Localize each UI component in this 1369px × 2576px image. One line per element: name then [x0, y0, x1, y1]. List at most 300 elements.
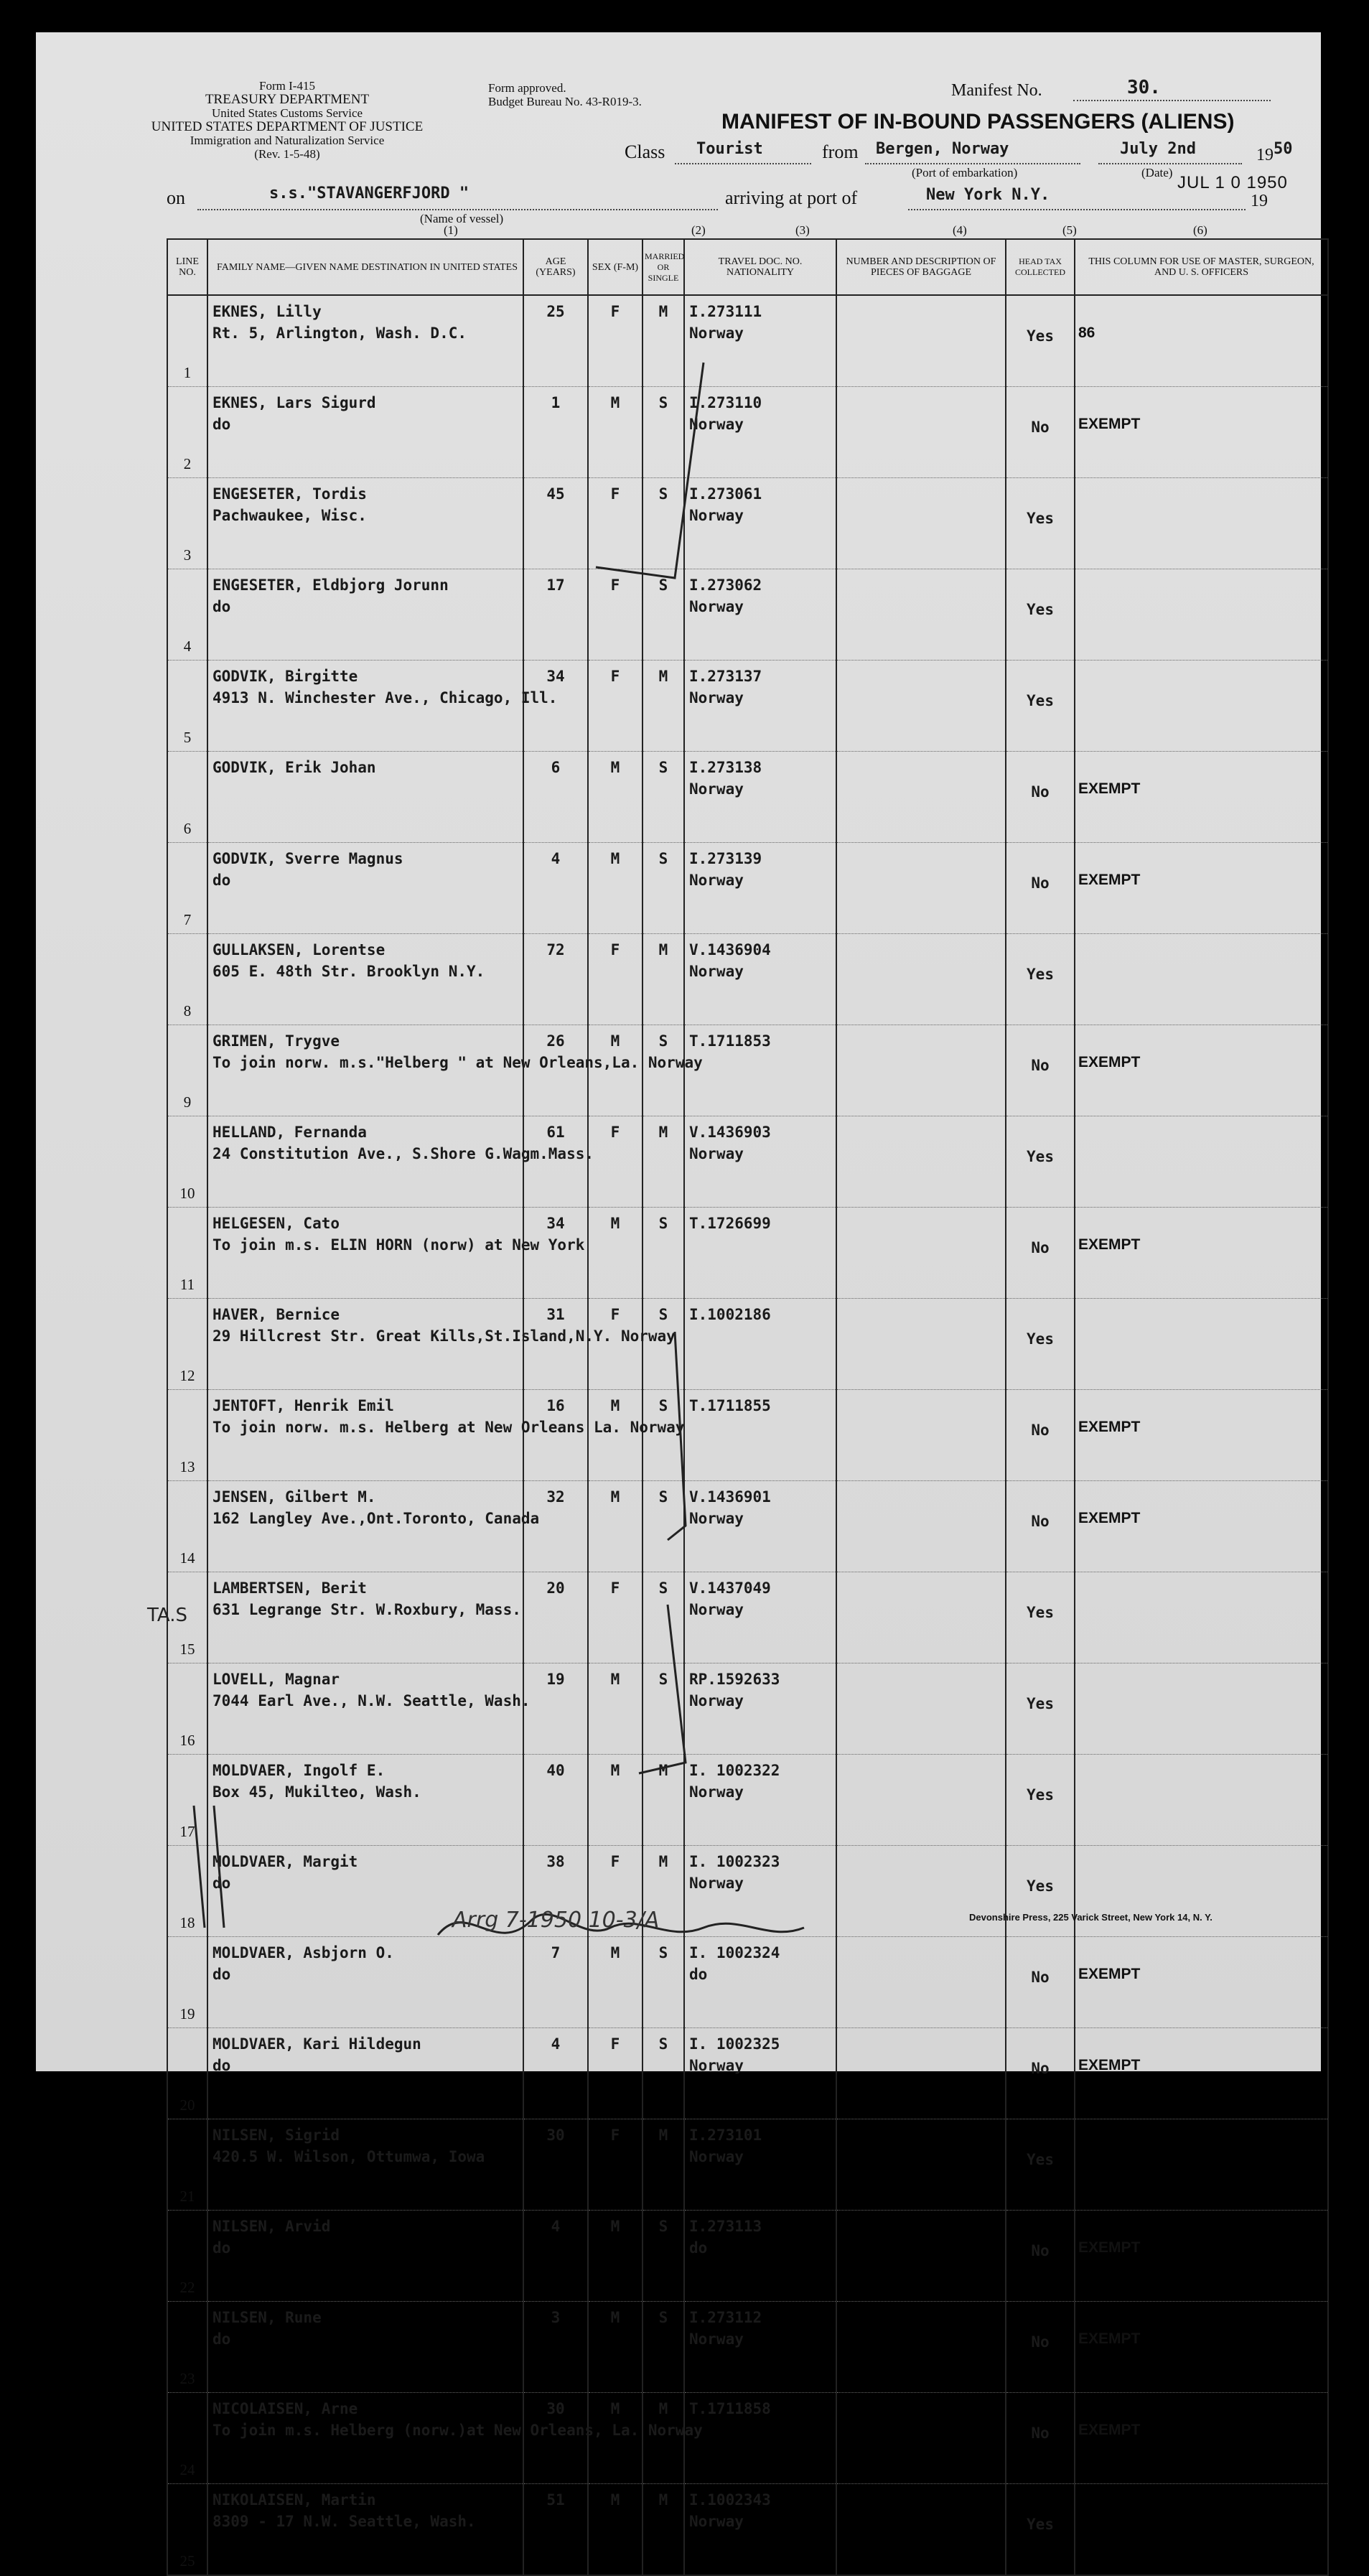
baggage: [836, 1663, 1006, 1755]
travel-doc-cell: [684, 934, 836, 1025]
nationality: Norway: [689, 2148, 744, 2165]
sex: F: [588, 934, 643, 1025]
sex: M: [588, 2211, 643, 2302]
col-num-4: (4): [953, 223, 967, 237]
line-no: 9: [167, 1025, 207, 1116]
on-label: on: [167, 187, 185, 208]
officer-note: EXEMPT: [1075, 1937, 1328, 2028]
travel-doc-no: I. 1002322: [689, 1762, 780, 1779]
customs-service: United States Customs Service: [211, 106, 363, 120]
table-row: [167, 569, 1328, 661]
head-tax: Yes: [1006, 1846, 1075, 1937]
nationality: do: [689, 1966, 708, 1983]
name-destination-cell: [207, 295, 523, 387]
passenger-name: GULLAKSEN, Lorentse: [212, 941, 386, 958]
passenger-name: JENTOFT, Henrik Emil: [212, 1397, 394, 1414]
col-num-3: (3): [795, 223, 810, 237]
sex: M: [588, 1390, 643, 1481]
destination: Box 45, Mukilteo, Wash.: [212, 1783, 421, 1801]
head-tax: No: [1006, 1208, 1075, 1299]
name-destination-cell: [207, 2302, 523, 2393]
head-tax: Yes: [1006, 1299, 1075, 1390]
head-tax: Yes: [1006, 1755, 1075, 1846]
from-label: from: [822, 141, 859, 162]
name-destination-cell: [207, 387, 523, 478]
table-row: [167, 1116, 1328, 1208]
baggage: [836, 2393, 1006, 2484]
table-row: [167, 1208, 1328, 1299]
destination: 631 Legrange Str. W.Roxbury, Mass.: [212, 1601, 521, 1618]
col-header-travel-doc: TRAVEL DOC. NO. NATIONALITY: [684, 239, 836, 295]
destination: do: [212, 872, 231, 889]
destination: do: [212, 1966, 231, 1983]
marital-status: M: [643, 2393, 684, 2484]
col-header-name: FAMILY NAME—GIVEN NAME DESTINATION IN UNITED STATES: [207, 239, 523, 295]
baggage: [836, 1390, 1006, 1481]
passenger-name: GODVIK, Birgitte: [212, 668, 358, 685]
nationality: Norway: [689, 872, 744, 889]
table-row: [167, 387, 1328, 478]
passenger-name: MOLDVAER, Kari Hildegun: [212, 2035, 421, 2053]
table-row: [167, 1299, 1328, 1390]
passenger-name: ENGESETER, Eldbjorg Jorunn: [212, 577, 449, 594]
nationality: Norway: [689, 1875, 744, 1892]
sex: M: [588, 1481, 643, 1572]
line-no: 2: [167, 387, 207, 478]
name-destination-cell: [207, 843, 523, 934]
age: 20: [523, 1572, 588, 1663]
passenger-name: LOVELL, Magnar: [212, 1671, 340, 1688]
nationality: Norway: [689, 963, 744, 980]
line-no: 10: [167, 1116, 207, 1208]
head-tax: No: [1006, 1481, 1075, 1572]
table-row: [167, 934, 1328, 1025]
head-tax: No: [1006, 2211, 1075, 2302]
travel-doc-no: T.1726699: [689, 1215, 771, 1232]
age: 40: [523, 1755, 588, 1846]
marital-status: S: [643, 1572, 684, 1663]
marital-status: S: [643, 569, 684, 661]
name-destination-cell: [207, 2028, 523, 2119]
line-no: 7: [167, 843, 207, 934]
officer-note: EXEMPT: [1075, 1208, 1328, 1299]
nationality: Norway: [689, 1783, 744, 1801]
officer-note: EXEMPT: [1075, 1025, 1328, 1116]
destination: 29 Hillcrest Str. Great Kills,St.Island,N.Y. Norway: [212, 1327, 676, 1345]
baggage: [836, 1481, 1006, 1572]
vessel-value: s.s."STAVANGERFJORD ": [269, 185, 469, 202]
sex: F: [588, 1846, 643, 1937]
name-destination-cell: [207, 2484, 523, 2576]
baggage: [836, 1208, 1006, 1299]
sex: M: [588, 1208, 643, 1299]
passenger-name: HAVER, Bernice: [212, 1306, 340, 1323]
line-no: 20: [167, 2028, 207, 2119]
from-value: Bergen, Norway: [876, 140, 1009, 158]
table-row: [167, 1663, 1328, 1755]
class-label: Class: [625, 141, 665, 162]
name-destination-cell: [207, 1572, 523, 1663]
destination: 24 Constitution Ave., S.Shore G.Wagm.Mass.: [212, 1145, 594, 1162]
marital-status: M: [643, 1755, 684, 1846]
line-no: 8: [167, 934, 207, 1025]
nationality: Norway: [689, 416, 744, 433]
sex: M: [588, 2302, 643, 2393]
officer-note: [1075, 1116, 1328, 1208]
travel-doc-cell: [684, 1663, 836, 1755]
destination: do: [212, 2057, 231, 2074]
destination: 162 Langley Ave.,Ont.Toronto, Canada: [212, 1510, 540, 1527]
nationality: Norway: [689, 598, 744, 615]
passenger-name: GODVIK, Erik Johan: [212, 759, 376, 776]
marital-status: S: [643, 2028, 684, 2119]
age: 72: [523, 934, 588, 1025]
baggage: [836, 752, 1006, 843]
officer-note: EXEMPT: [1075, 387, 1328, 478]
nationality: Norway: [689, 780, 744, 798]
travel-doc-cell: [684, 2211, 836, 2302]
officer-note: EXEMPT: [1075, 752, 1328, 843]
baggage: [836, 387, 1006, 478]
age: 4: [523, 843, 588, 934]
nationality: do: [689, 2239, 708, 2257]
age: 32: [523, 1481, 588, 1572]
passenger-name: NILSEN, Sigrid: [212, 2127, 340, 2144]
passenger-name: MOLDVAER, Ingolf E.: [212, 1762, 386, 1779]
year-prefix: 19: [1256, 146, 1274, 164]
sex: M: [588, 752, 643, 843]
passenger-name: NIKOLAISEN, Martin: [212, 2491, 376, 2509]
officer-note: EXEMPT: [1075, 843, 1328, 934]
marital-status: S: [643, 2302, 684, 2393]
arrival-port: New York N.Y.: [926, 186, 1050, 204]
sex: M: [588, 1937, 643, 2028]
head-tax: Yes: [1006, 1116, 1075, 1208]
baggage: [836, 1755, 1006, 1846]
travel-doc-no: I. 1002323: [689, 1853, 780, 1870]
travel-doc-cell: [684, 1481, 836, 1572]
travel-doc-cell: [684, 1299, 836, 1390]
passenger-table: [167, 238, 1329, 2576]
destination: 7044 Earl Ave., N.W. Seattle, Wash.: [212, 1692, 531, 1709]
passenger-name: NILSEN, Arvid: [212, 2218, 331, 2235]
passenger-name: GODVIK, Sverre Magnus: [212, 850, 403, 867]
col-num-1: (1): [444, 223, 458, 237]
class-value: Tourist: [696, 140, 763, 158]
destination: do: [212, 2239, 231, 2257]
passenger-name: HELGESEN, Cato: [212, 1215, 340, 1232]
sex: F: [588, 569, 643, 661]
table-row: [167, 478, 1328, 569]
passenger-name: GRIMEN, Trygve: [212, 1032, 340, 1050]
officer-note: [1075, 1572, 1328, 1663]
travel-doc-no: V.1437049: [689, 1579, 771, 1597]
table-row: [167, 2302, 1328, 2393]
passenger-name: EKNES, Lilly: [212, 303, 322, 320]
table-row: [167, 1481, 1328, 1572]
table-row: [167, 1755, 1328, 1846]
table-row: [167, 1572, 1328, 1663]
travel-doc-cell: [684, 1208, 836, 1299]
marital-status: S: [643, 1208, 684, 1299]
officer-note: EXEMPT: [1075, 2393, 1328, 2484]
travel-doc-no: T.1711858: [689, 2400, 771, 2417]
margin-note: TA.S: [147, 1605, 187, 1626]
justice-dept: UNITED STATES DEPARTMENT OF JUSTICE: [151, 119, 424, 134]
sex: F: [588, 1116, 643, 1208]
travel-doc-no: I.273113: [689, 2218, 762, 2235]
line-no: 15: [167, 1572, 207, 1663]
sex: M: [588, 2393, 643, 2484]
line-no: 18: [167, 1846, 207, 1937]
marital-status: M: [643, 295, 684, 387]
travel-doc-cell: [684, 661, 836, 752]
marital-status: S: [643, 1299, 684, 1390]
passenger-name: MOLDVAER, Margit: [212, 1853, 358, 1870]
destination: do: [212, 2330, 231, 2348]
head-tax: Yes: [1006, 1572, 1075, 1663]
col-header-officers: THIS COLUMN FOR USE OF MASTER, SURGEON, AND U. S. OFFICERS: [1075, 239, 1328, 295]
col-header-age: AGE (YEARS): [523, 239, 588, 295]
nationality: Norway: [689, 1692, 744, 1709]
nationality: Norway: [689, 1601, 744, 1618]
col-header-baggage: NUMBER AND DESCRIPTION OF PIECES OF BAGGAGE: [836, 239, 1006, 295]
baggage: [836, 2119, 1006, 2211]
line-no: 3: [167, 478, 207, 569]
marital-status: S: [643, 752, 684, 843]
arriving-label: arriving at port of: [725, 187, 858, 208]
baggage: [836, 1025, 1006, 1116]
name-destination-cell: [207, 934, 523, 1025]
passenger-name: LAMBERTSEN, Berit: [212, 1579, 367, 1597]
col-header-married: MARRIED OR SINGLE: [643, 239, 684, 295]
officer-note: EXEMPT: [1075, 1481, 1328, 1572]
sex: M: [588, 1663, 643, 1755]
col-header-head-tax: HEAD TAX COLLECTED: [1006, 239, 1075, 295]
travel-doc-no: I.1002186: [689, 1306, 771, 1323]
sex: M: [588, 1755, 643, 1846]
col-header-line: LINE NO.: [167, 239, 207, 295]
destination: 8309 - 17 N.W. Seattle, Wash.: [212, 2513, 476, 2530]
passenger-name: HELLAND, Fernanda: [212, 1124, 367, 1141]
travel-doc-cell: [684, 2484, 836, 2576]
sex: F: [588, 1299, 643, 1390]
marital-status: S: [643, 1663, 684, 1755]
baggage: [836, 1846, 1006, 1937]
officer-note: [1075, 661, 1328, 752]
officer-note: [1075, 569, 1328, 661]
col-header-sex: SEX (F-M): [588, 239, 643, 295]
line-no: 13: [167, 1390, 207, 1481]
destination: To join norw. m.s. Helberg at New Orleans La. Norway: [212, 1419, 685, 1436]
head-tax: Yes: [1006, 934, 1075, 1025]
travel-doc-cell: [684, 843, 836, 934]
head-tax: No: [1006, 752, 1075, 843]
line-no: 14: [167, 1481, 207, 1572]
age: 4: [523, 2028, 588, 2119]
baggage: [836, 661, 1006, 752]
marital-status: S: [643, 387, 684, 478]
age: 17: [523, 569, 588, 661]
line-no: 11: [167, 1208, 207, 1299]
officer-note: [1075, 478, 1328, 569]
travel-doc-cell: [684, 2119, 836, 2211]
printer-imprint: Devonshire Press, 225 Varick Street, New York 14, N. Y.: [969, 1912, 1213, 1923]
travel-doc-no: T.1711855: [689, 1397, 771, 1414]
head-tax: Yes: [1006, 569, 1075, 661]
sex: M: [588, 843, 643, 934]
line-no: 24: [167, 2393, 207, 2484]
travel-doc-no: I.273137: [689, 668, 762, 685]
travel-doc-no: I.273111: [689, 303, 762, 320]
travel-doc-cell: [684, 1846, 836, 1937]
travel-doc-cell: [684, 752, 836, 843]
name-destination-cell: [207, 1755, 523, 1846]
line-no: 21: [167, 2119, 207, 2211]
manifest-no-label: Manifest No.: [951, 81, 1042, 100]
baggage: [836, 2211, 1006, 2302]
age: 4: [523, 2211, 588, 2302]
marital-status: S: [643, 843, 684, 934]
table-row: [167, 2211, 1328, 2302]
baggage: [836, 934, 1006, 1025]
line-no: 19: [167, 1937, 207, 2028]
travel-doc-no: V.1436903: [689, 1124, 771, 1141]
baggage: [836, 478, 1006, 569]
destination: 4913 N. Winchester Ave., Chicago, Ill.: [212, 689, 558, 706]
nationality: Norway: [689, 325, 744, 342]
table-row: [167, 1937, 1328, 2028]
head-tax: No: [1006, 843, 1075, 934]
marital-status: M: [643, 1846, 684, 1937]
baggage: [836, 2028, 1006, 2119]
destination: Rt. 5, Arlington, Wash. D.C.: [212, 325, 467, 342]
sex: M: [588, 2484, 643, 2576]
port-caption: (Port of embarkation): [912, 166, 1018, 179]
travel-doc-cell: [684, 1116, 836, 1208]
officer-note: EXEMPT: [1075, 2211, 1328, 2302]
travel-doc-no: T.1711853: [689, 1032, 771, 1050]
table-row: [167, 1025, 1328, 1116]
handwritten-arrival-note: Arrg 7-1950 10-3/A: [452, 1908, 660, 1933]
destination: To join m.s. ELIN HORN (norw) at New York: [212, 1236, 585, 1254]
head-tax: No: [1006, 2028, 1075, 2119]
officer-note: EXEMPT: [1075, 2028, 1328, 2119]
line-no: 22: [167, 2211, 207, 2302]
travel-doc-no: I.273138: [689, 759, 762, 776]
head-tax: Yes: [1006, 1663, 1075, 1755]
travel-doc-cell: [684, 1025, 836, 1116]
head-tax: Yes: [1006, 478, 1075, 569]
age: 61: [523, 1116, 588, 1208]
manifest-page: [36, 32, 1321, 2570]
marital-status: M: [643, 2119, 684, 2211]
nationality: Norway: [689, 507, 744, 524]
table-row: [167, 843, 1328, 934]
passenger-name: NICOLAISEN, Arne: [212, 2400, 358, 2417]
baggage: [836, 1116, 1006, 1208]
travel-doc-cell: [684, 1390, 836, 1481]
passenger-name: MOLDVAER, Asbjorn O.: [212, 1944, 394, 1961]
travel-doc-cell: [684, 387, 836, 478]
name-destination-cell: [207, 752, 523, 843]
sex: F: [588, 1572, 643, 1663]
line-no: 16: [167, 1663, 207, 1755]
age: 7: [523, 1937, 588, 2028]
travel-doc-cell: [684, 1755, 836, 1846]
baggage: [836, 1572, 1006, 1663]
marital-status: S: [643, 2211, 684, 2302]
travel-doc-no: I.273061: [689, 485, 762, 503]
col-num-2: (2): [691, 223, 706, 237]
nationality: Norway: [689, 2513, 744, 2530]
table-row: [167, 752, 1328, 843]
line-no: 1: [167, 295, 207, 387]
officer-note: [1075, 2119, 1328, 2211]
head-tax: No: [1006, 1937, 1075, 2028]
officer-note: [1075, 1663, 1328, 1755]
sex: F: [588, 2028, 643, 2119]
age: 6: [523, 752, 588, 843]
head-tax: No: [1006, 2393, 1075, 2484]
age: 1: [523, 387, 588, 478]
table-row: [167, 661, 1328, 752]
approval-block: [488, 81, 718, 108]
travel-doc-cell: [684, 478, 836, 569]
destination: To join m.s. Helberg (norw.)at New Orleans, La. Norway: [212, 2422, 703, 2439]
travel-doc-no: V.1436904: [689, 941, 771, 958]
travel-doc-no: I.1002343: [689, 2491, 771, 2509]
marital-status: M: [643, 2484, 684, 2576]
age: 30: [523, 2119, 588, 2211]
manifest-no-value: 30.: [1127, 77, 1161, 98]
page-title: MANIFEST OF IN-BOUND PASSENGERS (ALIENS): [721, 110, 1235, 134]
head-tax: Yes: [1006, 661, 1075, 752]
table-row: [167, 1846, 1328, 1937]
age: 51: [523, 2484, 588, 2576]
sex: F: [588, 661, 643, 752]
age: 19: [523, 1663, 588, 1755]
travel-doc-no: I. 1002325: [689, 2035, 780, 2053]
table-row: [167, 1390, 1328, 1481]
travel-doc-cell: [684, 569, 836, 661]
destination: To join norw. m.s."Helberg " at New Orleans,La. Norway: [212, 1054, 703, 1071]
table-row: [167, 2028, 1328, 2119]
destination: 420.5 W. Wilson, Ottumwa, Iowa: [212, 2148, 485, 2165]
vessel-caption: (Name of vessel): [420, 212, 504, 225]
baggage: [836, 569, 1006, 661]
line-no: 4: [167, 569, 207, 661]
marital-status: M: [643, 661, 684, 752]
name-destination-cell: [207, 1481, 540, 1572]
travel-doc-no: I.273112: [689, 2309, 762, 2326]
name-destination-cell: [207, 2119, 523, 2211]
head-tax: No: [1006, 1025, 1075, 1116]
officer-note: [1075, 1299, 1328, 1390]
table-row: [167, 295, 1328, 387]
sex: F: [588, 295, 643, 387]
age: 31: [523, 1299, 588, 1390]
table-header-row: [167, 239, 1328, 295]
nationality: Norway: [689, 2330, 744, 2348]
budget-bureau: Budget Bureau No. 43-R019-3.: [488, 95, 642, 108]
age: 30: [523, 2393, 588, 2484]
marital-status: S: [643, 1390, 684, 1481]
travel-doc-cell: [684, 295, 836, 387]
nationality: Norway: [689, 1510, 744, 1527]
age: 3: [523, 2302, 588, 2393]
officer-note: [1075, 2484, 1328, 2576]
